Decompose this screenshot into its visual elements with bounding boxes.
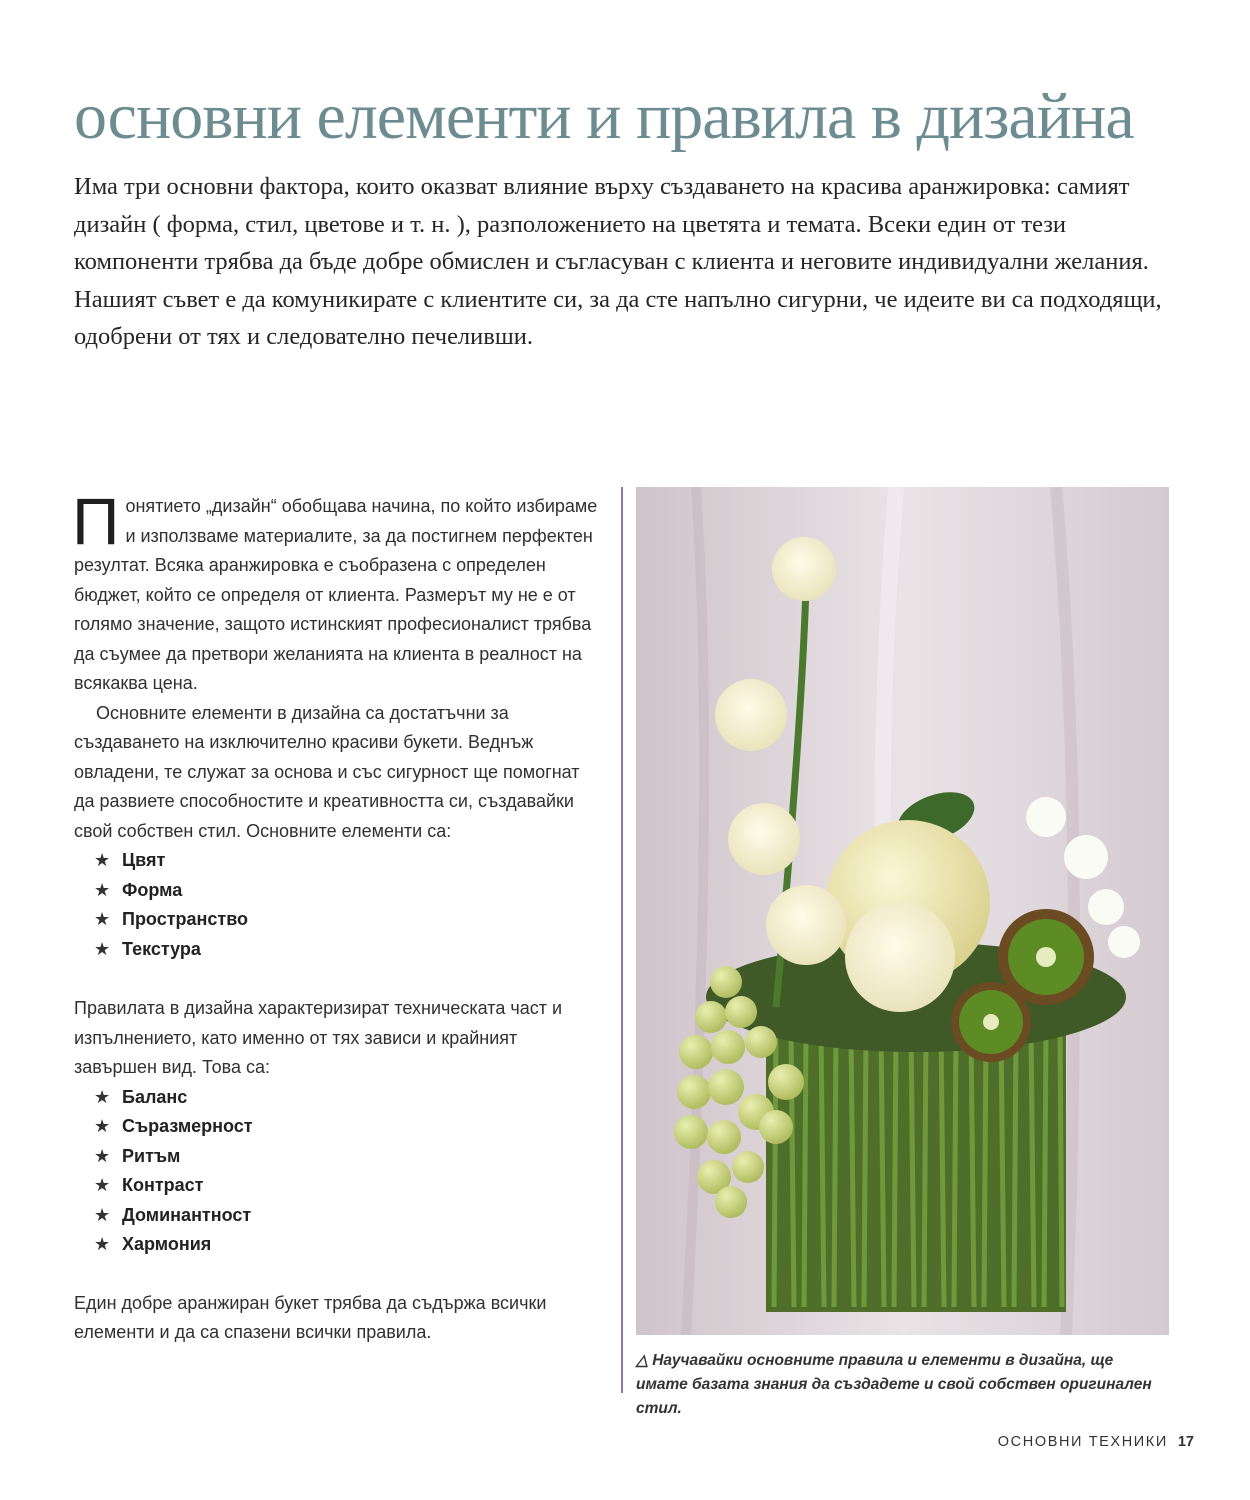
list-item: ★ Хармония (94, 1230, 602, 1260)
page-number: 17 (1177, 1434, 1194, 1450)
drop-cap: П (72, 484, 120, 558)
list-item: ★ Пространство (94, 905, 602, 935)
footer-section: ОСНОВНИ ТЕХНИКИ (997, 1434, 1168, 1450)
list-item: ★ Цвят (94, 846, 602, 876)
paragraph-1-text: онятието „дизайн“ обобщава начина, по който избираме и използваме материалите, за да постигнем перфектен резултат. Всяка аранжировка е съобразена с определен бюджет, който се определя от клиента. Размерът му не е от голямо значение, защото истинският професионалист трябва да съумее да претвори желанията на клиента в реалност на всякаква цена. (74, 496, 598, 693)
flower-arrangement-photo (636, 487, 1169, 1335)
intro-paragraph: Има три основни фактора, които оказват влияние върху създаването на красива аранжировка: самият дизайн ( форма, стил, цветове и т. н. ), разположението на цветята и темата. Всеки един от тези компоненти трябва да бъде добре обмислен и съгласуван с клиента и неговите индивидуални желания. Нашият съвет е да комуникирате с клиентите си, за да сте напълно сигурни, че идеите ви са подходящи, одобрени от тях и следователно печеливши. (74, 173, 1162, 351)
star-icon: ★ (94, 879, 111, 900)
list-item: ★ Форма (94, 876, 602, 906)
column-divider (621, 487, 623, 1393)
star-icon: ★ (94, 1086, 111, 1107)
list-item: ★ Съразмерност (94, 1112, 602, 1142)
paragraph-3: Правилата в дизайна характеризират техническата част и изпълнението, като именно от тях зависи и крайният завършен вид. Това са: (74, 998, 563, 1077)
paragraph-4: Един добре аранжиран букет трябва да съдържа всички елементи и да са спазени всички правила. (74, 1292, 547, 1342)
list-item: ★ Ритъм (94, 1142, 602, 1172)
elements-list (74, 846, 602, 964)
star-icon: ★ (94, 909, 111, 929)
star-icon: ★ (94, 850, 111, 870)
star-icon: ★ (94, 1204, 111, 1225)
rules-list (74, 1083, 602, 1260)
page-footer (998, 1434, 1194, 1450)
star-icon: ★ (94, 1145, 111, 1166)
list-item: ★ Контраст (94, 1171, 602, 1201)
list-item: ★ Текстура (94, 935, 602, 965)
list-item: ★ Доминантност (94, 1201, 602, 1231)
paragraph-1 (72, 484, 602, 699)
paragraph-2: Основните елементи в дизайна са достатъчни за създаването на изключително красиви букети. Веднъж овладени, те служат за основа и със сигурност ще помогнат да развиете способностите и креативността си, създавайки свой собствен стил. Основните елементи са: (74, 702, 580, 841)
star-icon: ★ (94, 1116, 111, 1136)
photo-caption: △ Научавайки основните правила и елементи в дизайна, ще имате базата знания да създадете и свой собствен оригинален стил. (636, 1352, 1152, 1417)
star-icon: ★ (94, 938, 111, 959)
left-column (72, 484, 602, 1348)
page-title: основни елементи и правила в дизайна (74, 80, 1134, 153)
star-icon: ★ (94, 1234, 111, 1254)
list-item: ★ Баланс (94, 1083, 602, 1113)
star-icon: ★ (94, 1175, 111, 1195)
